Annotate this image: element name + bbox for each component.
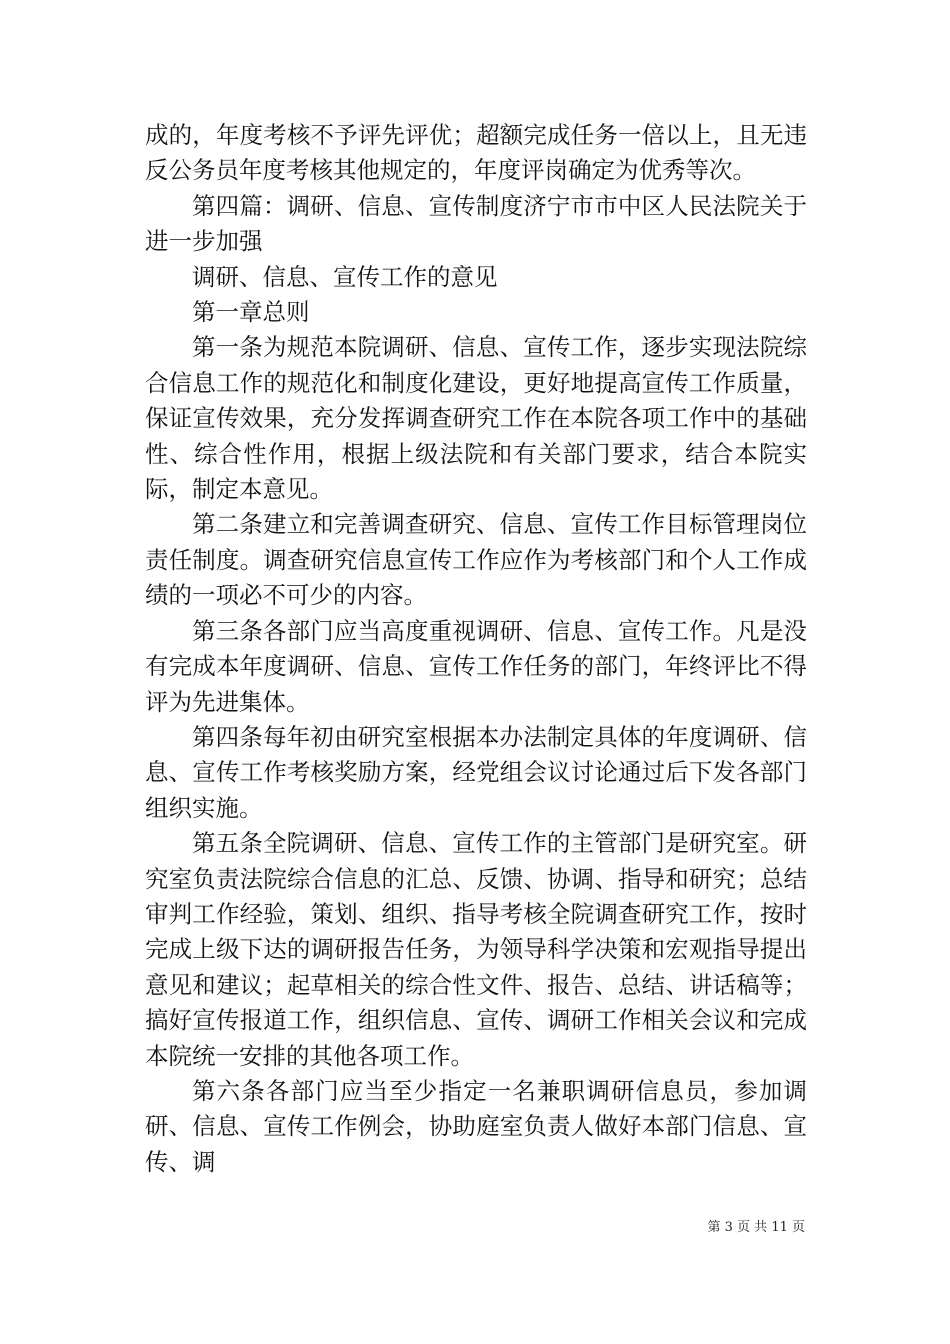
article-2: 第二条建立和完善调查研究、信息、宣传工作目标管理岗位责任制度。调查研究信息宣传工作应作为考核部门和个人工作成绩的一项必不可少的内容。 [145,510,807,610]
page-number: 第 3 页 共 11 页 [707,1220,805,1235]
paragraph-1: 成的，年度考核不予评先评优；超额完成任务一倍以上，且无违反公务员年度考核其他规定的，年度评岗确定为优秀等次。 [145,121,807,185]
article-6: 第六条各部门应当至少指定一名兼职调研信息员，参加调研、信息、宣传工作例会，协助庭室负责人做好本部门信息、宣传、调 [145,1076,807,1176]
chapter-heading: 第一章总则 [192,298,310,327]
article-5: 第五条全院调研、信息、宣传工作的主管部门是研究室。研究室负责法院综合信息的汇总、反馈、协调、指导和研究；总结审判工作经验，策划、组织、指导考核全院调查研究工作，按时完成上级下达的调研报告任务，为领导科学决策和宏观指导提出意见和建议；起草相关的综合性文件、报告、总结、讲话稿等；搞好宣传报道工作，组织信息、宣传、调研工作相关会议和完成本院统一安排的其他各项工作。 [145,829,807,1070]
article-3: 第三条各部门应当高度重视调研、信息、宣传工作。凡是没有完成本年度调研、信息、宣传工作任务的部门，年终评比不得评为先进集体。 [145,616,807,716]
document-body [145,118,807,1180]
article-4: 第四条每年初由研究室根据本办法制定具体的年度调研、信息、宣传工作考核奖励方案，经党组会议讨论通过后下发各部门组织实施。 [145,722,807,822]
paragraph-2: 第四篇：调研、信息、宣传制度济宁市市中区人民法院关于进一步加强 [145,191,807,256]
paragraph-3: 调研、信息、宣传工作的意见 [192,262,498,291]
article-1: 第一条为规范本院调研、信息、宣传工作，逐步实现法院综合信息工作的规范化和制度化建设，更好地提高宣传工作质量，保证宣传效果，充分发挥调查研究工作在本院各项工作中的基础性、综合性作用，根据上级法院和有关部门要求，结合本院实际，制定本意见。 [145,333,807,504]
